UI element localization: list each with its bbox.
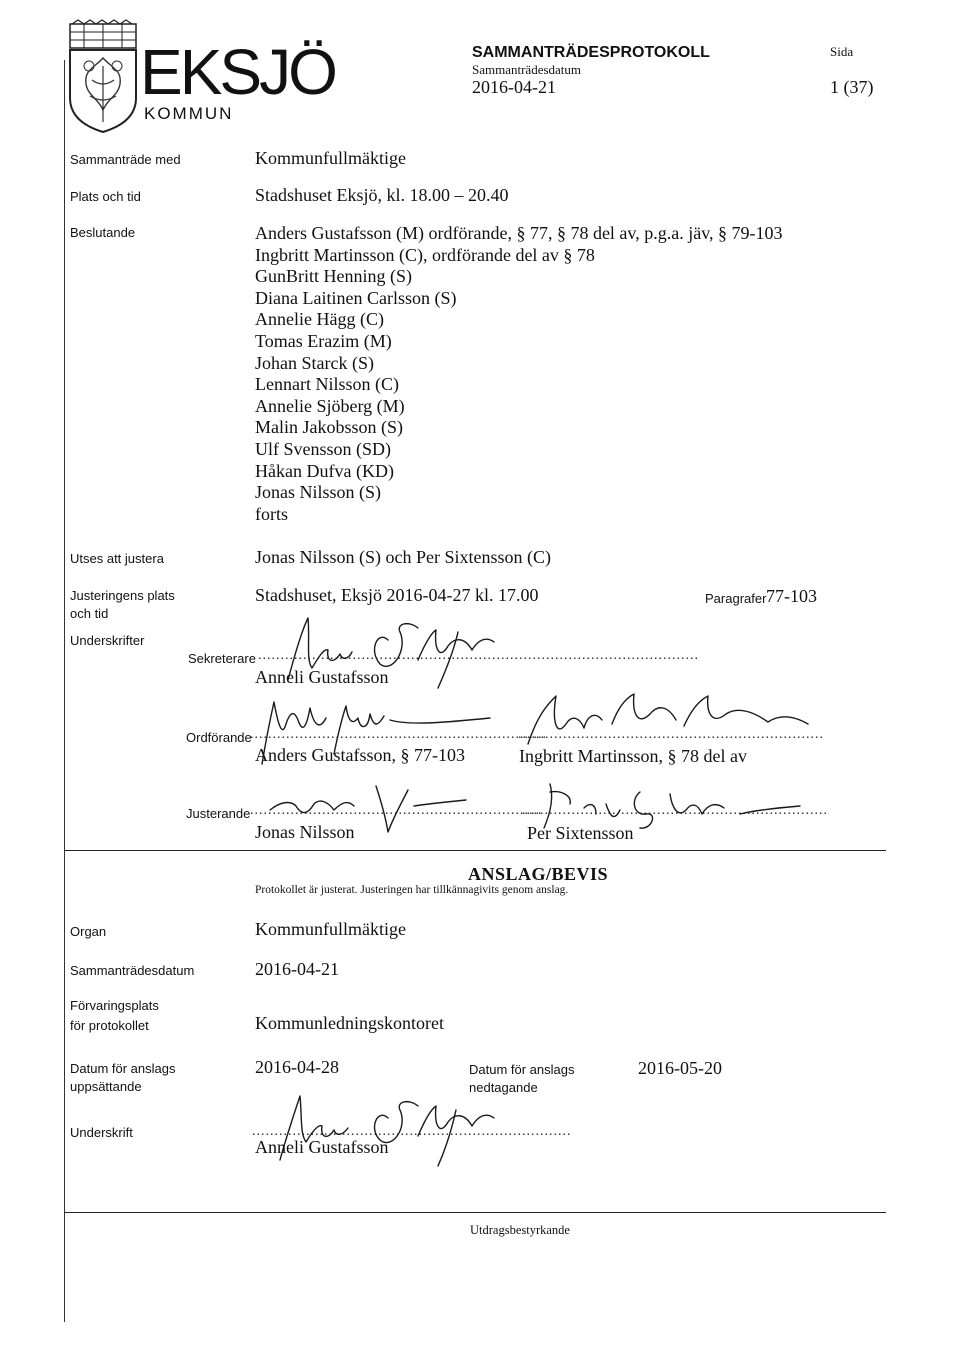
meeting-date: 2016-04-21 (472, 77, 556, 97)
forvaring-label (70, 997, 159, 1035)
underskrift-name: Anneli Gustafsson (255, 1137, 389, 1157)
attendee: Johan Starck (S) (255, 352, 374, 373)
sekreterare-label: Sekreterare (188, 651, 256, 666)
attendee: Anders Gustafsson (M) ordförande, § 77, § 78 del av, p.g.a. jäv, § 79-103 (255, 223, 783, 243)
justering-label (70, 587, 175, 623)
page-number: 1 (37) (830, 77, 874, 97)
attendee: Diana Laitinen Carlsson (S) (255, 287, 457, 308)
ordforande-label: Ordförande (186, 730, 252, 745)
sammantrade-label: Sammanträde med (70, 152, 181, 167)
anslag-title: ANSLAG/BEVIS (468, 864, 609, 884)
sammantrade-value: Kommunfullmäktige (255, 148, 406, 168)
forts-note: forts (255, 503, 288, 524)
sekreterare-signature-line: .................................................................................................. (258, 648, 699, 663)
justerande-signature-line-1: ................................................................. (250, 803, 543, 818)
utses-label: Utses att justera (70, 551, 164, 566)
sekreterare-name: Anneli Gustafsson (255, 667, 389, 687)
paragrafer-label: Paragrafer (705, 591, 767, 606)
ordforande-signature-line-1: .................................................................. (250, 727, 547, 742)
organ-label: Organ (70, 924, 107, 939)
forvaring-label-line2: för protokollet (70, 1018, 149, 1033)
section-divider (64, 850, 886, 851)
left-margin-line (64, 60, 65, 1322)
justering-label-line1: Justeringens plats (70, 588, 175, 603)
underskrifter-label: Underskrifter (70, 633, 145, 648)
uppsattande-label (70, 1060, 176, 1096)
attendee: Tomas Erazim (M) (255, 330, 392, 351)
justerande-name-2: Per Sixtensson (527, 823, 634, 843)
utses-value: Jonas Nilsson (S) och Per Sixtensson (C) (255, 547, 551, 567)
attendee: Annelie Hägg (C) (255, 309, 384, 330)
ordforande-signature-line-2: .................................................................... (518, 727, 824, 742)
attendee: Jonas Nilsson (S) (255, 482, 382, 503)
anslag-datum-value: 2016-04-21 (255, 959, 339, 979)
forvaring-value: Kommunledningskontoret (255, 1013, 444, 1033)
organ-value: Kommunfullmäktige (255, 919, 406, 939)
attendee: Malin Jakobsson (S) (255, 417, 403, 438)
doc-type: SAMMANTRÄDESPROTOKOLL (472, 44, 710, 61)
justering-value: Stadshuset, Eksjö 2016-04-27 kl. 17.00 (255, 585, 539, 605)
footer-divider (64, 1212, 886, 1213)
logo-wordmark: EKSJÖ (140, 36, 335, 108)
uppsattande-value: 2016-04-28 (255, 1057, 339, 1077)
ordforande-name-1: Anders Gustafsson, § 77-103 (255, 745, 465, 765)
attendee: Lennart Nilsson (C) (255, 374, 399, 395)
uppsattande-label-line2: uppsättande (70, 1079, 142, 1094)
nedtagande-value: 2016-05-20 (638, 1058, 722, 1078)
logo-subtext: KOMMUN (144, 104, 234, 123)
anslag-note: Protokollet är justerat. Justeringen har tillkännagivits genom anslag. (255, 884, 569, 896)
attendee: Ulf Svensson (SD) (255, 438, 392, 459)
attendee: GunBritt Henning (S) (255, 266, 412, 287)
attendee: Annelie Sjöberg (M) (255, 395, 405, 416)
page-label: Sida (830, 44, 854, 59)
underskrift-label: Underskrift (70, 1125, 133, 1140)
nedtagande-label-line2: nedtagande (469, 1080, 538, 1095)
beslutande-list (255, 223, 783, 525)
beslutande-label: Beslutande (70, 225, 136, 240)
uppsattande-label-line1: Datum för anslags (70, 1061, 176, 1076)
plats-label: Plats och tid (70, 189, 141, 204)
forvaring-label-line1: Förvaringsplats (70, 998, 159, 1013)
date-label: Sammanträdesdatum (472, 62, 582, 77)
utdragsbestyrkande-label: Utdragsbestyrkande (470, 1223, 570, 1237)
attendee: Ingbritt Martinsson (C), ordförande del av § 78 (255, 244, 595, 265)
attendee: Håkan Dufva (KD) (255, 460, 394, 481)
coat-of-arms-icon (64, 18, 144, 138)
ordforande-name-2: Ingbritt Martinsson, § 78 del av (519, 746, 747, 766)
paragrafer-value: 77-103 (766, 586, 817, 606)
justerande-name-1: Jonas Nilsson (255, 822, 355, 842)
justerande-signature-line-2: .................................................................... (522, 803, 828, 818)
nedtagande-label-line1: Datum för anslags (469, 1062, 575, 1077)
eksjo-logo (64, 18, 335, 138)
justering-label-line2: och tid (70, 606, 109, 621)
anslag-datum-label: Sammanträdesdatum (70, 963, 195, 978)
justerande-label: Justerande (186, 806, 251, 821)
plats-value: Stadshuset Eksjö, kl. 18.00 – 20.40 (255, 185, 509, 205)
underskrift-signature-line: ....................................................................... (252, 1124, 572, 1139)
